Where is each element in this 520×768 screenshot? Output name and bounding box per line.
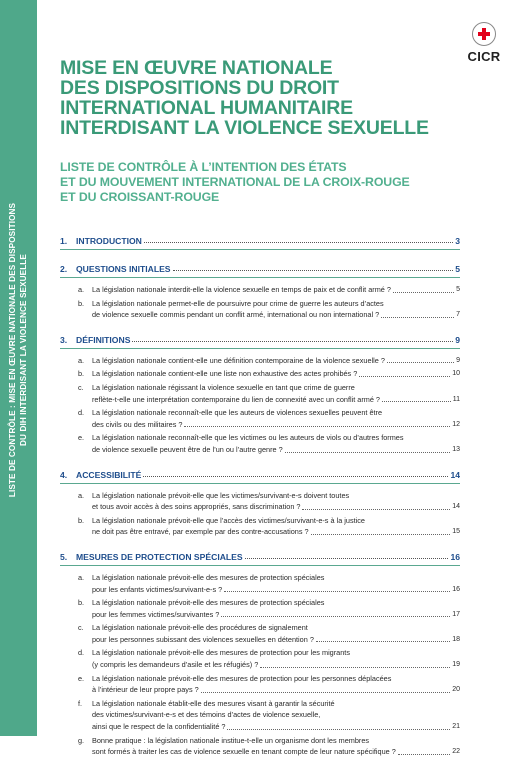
toc-item-letter: b.: [78, 298, 85, 308]
toc-section-rule: [60, 249, 460, 250]
toc-item-line: [92, 709, 460, 721]
title-line: INTERNATIONAL HUMANITAIRE: [60, 97, 353, 119]
toc-leader-dots: [201, 691, 451, 693]
toc-item-text: La législation nationale prévoit-elle des mesures de protection spéciales: [92, 598, 325, 608]
toc-item-line: [92, 735, 460, 747]
toc-item-text: La législation nationale reconnaît-elle que les victimes ou les auteurs de viols ou d’autres formes: [92, 433, 404, 443]
toc-item-page: 18: [452, 635, 460, 643]
toc-item-line: [92, 622, 460, 634]
toc-item-body: [92, 597, 460, 620]
toc-item[interactable]: [60, 698, 460, 733]
subtitle-line: ET DU MOUVEMENT INTERNATIONAL DE LA CROIX-ROUGE: [60, 175, 410, 189]
toc-section-row[interactable]: [60, 548, 460, 562]
toc-leader-dots: [221, 615, 450, 617]
toc-leader-dots: [285, 451, 451, 453]
toc-item-line: [92, 746, 460, 758]
toc-item-body: [92, 355, 460, 367]
toc-item-body: [92, 407, 460, 430]
toc-item-text: La législation nationale contient-elle une définition contemporaine de la violence sexuelle ?: [92, 355, 385, 365]
toc-item-text: et tous avoir accès à des soins appropriés, sans discrimination ?: [92, 502, 301, 512]
icrc-logo: [462, 22, 506, 64]
toc-item-line: [92, 407, 460, 419]
toc-item-text: de violence sexuelle commis pendant un conflit armé, international ou non international ?: [92, 310, 380, 320]
toc-item-text: (y compris les demandeurs d’asile et les réfugiés) ?: [92, 660, 259, 670]
toc-section-row[interactable]: [60, 232, 460, 246]
toc-item[interactable]: [60, 490, 460, 513]
toc-leader-dots: [184, 425, 450, 427]
toc-section-title: MESURES DE PROTECTION SPÉCIALES: [76, 551, 243, 562]
toc-section-spacer: [60, 540, 460, 548]
toc-item-page: 5: [456, 286, 460, 293]
side-band: [0, 0, 37, 736]
logo-text: CICR: [467, 49, 501, 64]
toc-leader-dots: [359, 375, 450, 377]
toc-leader-dots: [173, 269, 454, 271]
toc-item-line: [92, 698, 460, 710]
toc-item-body: [92, 515, 460, 538]
toc-item-text: La législation nationale reconnaît-elle que les auteurs de violences sexuelles peuvent être: [92, 408, 383, 418]
toc-item-text: La législation nationale prévoit-elle des mesures de protection pour les migrants: [92, 648, 350, 658]
toc-item-text: ne doit pas être entravé, par exemple par des contre-accusations ?: [92, 527, 309, 537]
toc-item-page: 9: [456, 356, 460, 364]
side-band-text: [7, 203, 29, 497]
toc-item-line: [92, 284, 460, 296]
toc-section-number: 3.: [60, 334, 68, 345]
toc-item-letter: c.: [78, 623, 84, 633]
toc-leader-dots: [398, 753, 450, 755]
document-title: [60, 58, 460, 138]
toc-item-line: [92, 659, 460, 671]
toc-item-letter: a.: [78, 490, 85, 500]
toc-item-body: [92, 622, 460, 645]
toc-item-page: 14: [452, 503, 460, 511]
toc-section-title: ACCESSIBILITÉ: [76, 469, 142, 480]
toc-item[interactable]: [60, 515, 460, 538]
toc-section-number: 4.: [60, 469, 68, 480]
toc-item-line: [92, 572, 460, 584]
toc-item-text: pour les enfants victimes/survivant-e-s ?: [92, 584, 223, 594]
toc-item[interactable]: [60, 298, 460, 321]
toc-item[interactable]: [60, 407, 460, 430]
toc-item-letter: a.: [78, 572, 85, 582]
toc-item[interactable]: [60, 432, 460, 455]
toc-leader-dots: [227, 728, 450, 730]
toc-item-text: pour les personnes subissant des violences sexuelles en détention ?: [92, 634, 314, 644]
toc-item-page: 12: [452, 420, 460, 428]
toc-item-page: 15: [452, 528, 460, 536]
toc-item-letter: g.: [78, 735, 85, 745]
toc-item-text: La législation nationale prévoit-elle des mesures de protection pour les personnes déplacées: [92, 673, 392, 683]
toc-item-text: Bonne pratique : la législation nationale institue-t-elle un organisme dont les membres: [92, 735, 370, 745]
toc-item-line: [92, 515, 460, 527]
toc-item-body: [92, 368, 460, 380]
toc-item-body: [92, 735, 460, 758]
toc-item[interactable]: [60, 622, 460, 645]
title-line: DES DISPOSITIONS DU DROIT: [60, 77, 339, 99]
toc-item-letter: b.: [78, 515, 85, 525]
toc-section-page: 14: [450, 469, 460, 480]
toc-section-page: 3: [455, 236, 460, 246]
toc-item-letter: d.: [78, 408, 85, 418]
toc-section-spacer: [60, 760, 460, 768]
title-line: MISE EN ŒUVRE NATIONALE: [60, 57, 333, 79]
subtitle-line: ET DU CROISSANT-ROUGE: [60, 190, 220, 204]
toc-item-line: [92, 647, 460, 659]
toc-item-text: La législation nationale prévoit-elle que les victimes/survivant-e-s doivent toutes: [92, 490, 350, 500]
toc-item[interactable]: [60, 572, 460, 595]
table-of-contents: [60, 232, 460, 768]
toc-item-page: 17: [452, 610, 460, 618]
toc-item-line: [92, 501, 460, 513]
toc-item-text: La législation nationale prévoit-elle que l’accès des victimes/survivant-e-s à la justice: [92, 515, 365, 525]
toc-leader-dots: [316, 640, 450, 642]
toc-item-text: des victimes/survivant-e-s et des témoins d’actes de violence sexuelle,: [92, 710, 321, 720]
toc-section-spacer: [60, 458, 460, 466]
toc-item[interactable]: [60, 284, 460, 296]
toc-section-number: 1.: [60, 236, 68, 246]
toc-item-body: [92, 698, 460, 733]
toc-item-line: [92, 673, 460, 685]
toc-item-page: 10: [452, 370, 460, 378]
toc-item-body: [92, 284, 460, 296]
toc-item-text: La législation nationale régissant la violence sexuelle en tant que crime de guerre: [92, 382, 355, 392]
toc-item-text: La législation nationale permet-elle de poursuivre pour crime de guerre les auteurs d’actes: [92, 298, 384, 308]
red-cross-emblem-icon: [472, 22, 496, 46]
toc-item-line: [92, 382, 460, 394]
toc-leader-dots: [260, 666, 450, 668]
toc-section-page: 5: [455, 264, 460, 274]
toc-item-letter: a.: [78, 285, 85, 294]
toc-item-body: [92, 490, 460, 513]
toc-item-text: La législation nationale interdit-elle la violence sexuelle en temps de paix et de conflit armé ?: [92, 285, 391, 294]
toc-item-letter: a.: [78, 355, 85, 365]
toc-item-body: [92, 382, 460, 405]
toc-item-letter: c.: [78, 382, 84, 392]
toc-section-rule: [60, 565, 460, 566]
toc-item-letter: e.: [78, 673, 85, 683]
toc-leader-dots: [393, 291, 454, 293]
toc-leader-dots: [381, 316, 454, 318]
toc-item[interactable]: [60, 382, 460, 405]
toc-section-row[interactable]: [60, 331, 460, 345]
toc-item-line: [92, 584, 460, 596]
toc-item-text: à l’intérieur de leur propre pays ?: [92, 685, 199, 695]
toc-item[interactable]: [60, 355, 460, 367]
document-subtitle: [60, 160, 480, 205]
toc-item-body: [92, 647, 460, 670]
toc-item-line: [92, 721, 460, 733]
toc-item-letter: d.: [78, 648, 85, 658]
toc-item-text: La législation nationale contient-elle une liste non exhaustive des actes prohibés ?: [92, 369, 358, 379]
toc-item-text: ainsi que le respect de la confidentialité ?: [92, 722, 226, 732]
toc-item-body: [92, 298, 460, 321]
toc-item-line: [92, 526, 460, 538]
toc-item-page: 19: [452, 661, 460, 669]
toc-item-page: 22: [452, 748, 460, 756]
toc-section-title: INTRODUCTION: [76, 236, 142, 246]
toc-item-letter: e.: [78, 433, 85, 443]
toc-item-body: [92, 572, 460, 595]
toc-item-line: [92, 368, 460, 380]
toc-item-page: 16: [452, 585, 460, 593]
toc-leader-dots: [132, 340, 453, 342]
toc-item-text: pour les femmes victimes/survivantes ?: [92, 609, 220, 619]
toc-item-line: [92, 394, 460, 406]
toc-leader-dots: [144, 241, 453, 243]
subtitle-line: LISTE DE CONTRÔLE À L’INTENTION DES ÉTATS: [60, 160, 347, 174]
toc-item-text: reflète-t-elle une interprétation contemporaine du lien de connexité avec un conflit armé ?: [92, 394, 380, 404]
toc-section-number: 5.: [60, 551, 68, 562]
toc-item-body: [92, 432, 460, 455]
toc-section-number: 2.: [60, 264, 68, 274]
toc-leader-dots: [302, 508, 450, 510]
toc-item-text: La législation nationale prévoit-elle des mesures de protection spéciales: [92, 572, 325, 582]
toc-item-line: [92, 298, 460, 310]
toc-item-text: des civils ou des militaires ?: [92, 419, 183, 429]
toc-item-page: 21: [452, 723, 460, 731]
toc-item-letter: f.: [78, 698, 83, 708]
toc-section-page: 16: [450, 551, 460, 562]
toc-item[interactable]: [60, 647, 460, 670]
toc-item[interactable]: [60, 597, 460, 620]
toc-section-page: 9: [455, 334, 460, 345]
toc-item-page: 7: [456, 311, 460, 319]
toc-item-line: [92, 609, 460, 621]
toc-item-text: La législation nationale établit-elle des mesures visant à garantir la sécurité: [92, 698, 335, 708]
toc-item-line: [92, 634, 460, 646]
toc-item-page: 20: [452, 686, 460, 694]
side-band-line-2: DU DIH INTERDISANT LA VIOLENCE SEXUELLE: [19, 254, 28, 446]
toc-leader-dots: [311, 533, 451, 535]
toc-item-line: [92, 355, 460, 367]
toc-item-line: [92, 419, 460, 431]
toc-item-line: [92, 432, 460, 444]
toc-leader-dots: [245, 557, 449, 559]
toc-section-rule: [60, 277, 460, 278]
toc-item-letter: b.: [78, 369, 85, 379]
toc-item[interactable]: [60, 673, 460, 696]
toc-item-line: [92, 444, 460, 456]
toc-item[interactable]: [60, 735, 460, 758]
toc-section-rule: [60, 348, 460, 349]
toc-item-text: La législation nationale prévoit-elle des procédures de signalement: [92, 623, 308, 633]
toc-item-line: [92, 309, 460, 321]
toc-section-row[interactable]: [60, 466, 460, 480]
toc-item-text: sont formés à traiter les cas de violence sexuelle en tenant compte de leur nature spécifique ?: [92, 747, 396, 757]
toc-item-page: 11: [452, 395, 460, 403]
toc-section-rule: [60, 483, 460, 484]
toc-leader-dots: [382, 400, 451, 402]
toc-leader-dots: [387, 361, 454, 363]
toc-section-title: QUESTIONS INITIALES: [76, 264, 171, 274]
toc-item-text: de violence sexuelle peuvent être de l’un ou l’autre genre ?: [92, 444, 283, 454]
toc-item-line: [92, 490, 460, 502]
toc-section-title: DÉFINITIONS: [76, 334, 131, 345]
toc-leader-dots: [143, 475, 448, 477]
toc-item-page: 13: [452, 445, 460, 453]
title-line: INTERDISANT LA VIOLENCE SEXUELLE: [60, 117, 429, 139]
toc-item-body: [92, 673, 460, 696]
toc-item-line: [92, 597, 460, 609]
toc-item-letter: b.: [78, 598, 85, 608]
side-band-line-1: LISTE DE CONTRÔLE : MISE EN ŒUVRE NATIONALE DES DISPOSITIONS: [8, 202, 17, 498]
toc-item[interactable]: [60, 368, 460, 380]
toc-item-line: [92, 684, 460, 696]
toc-leader-dots: [224, 590, 450, 592]
toc-section-spacer: [60, 323, 460, 331]
toc-section-row[interactable]: [60, 260, 460, 274]
